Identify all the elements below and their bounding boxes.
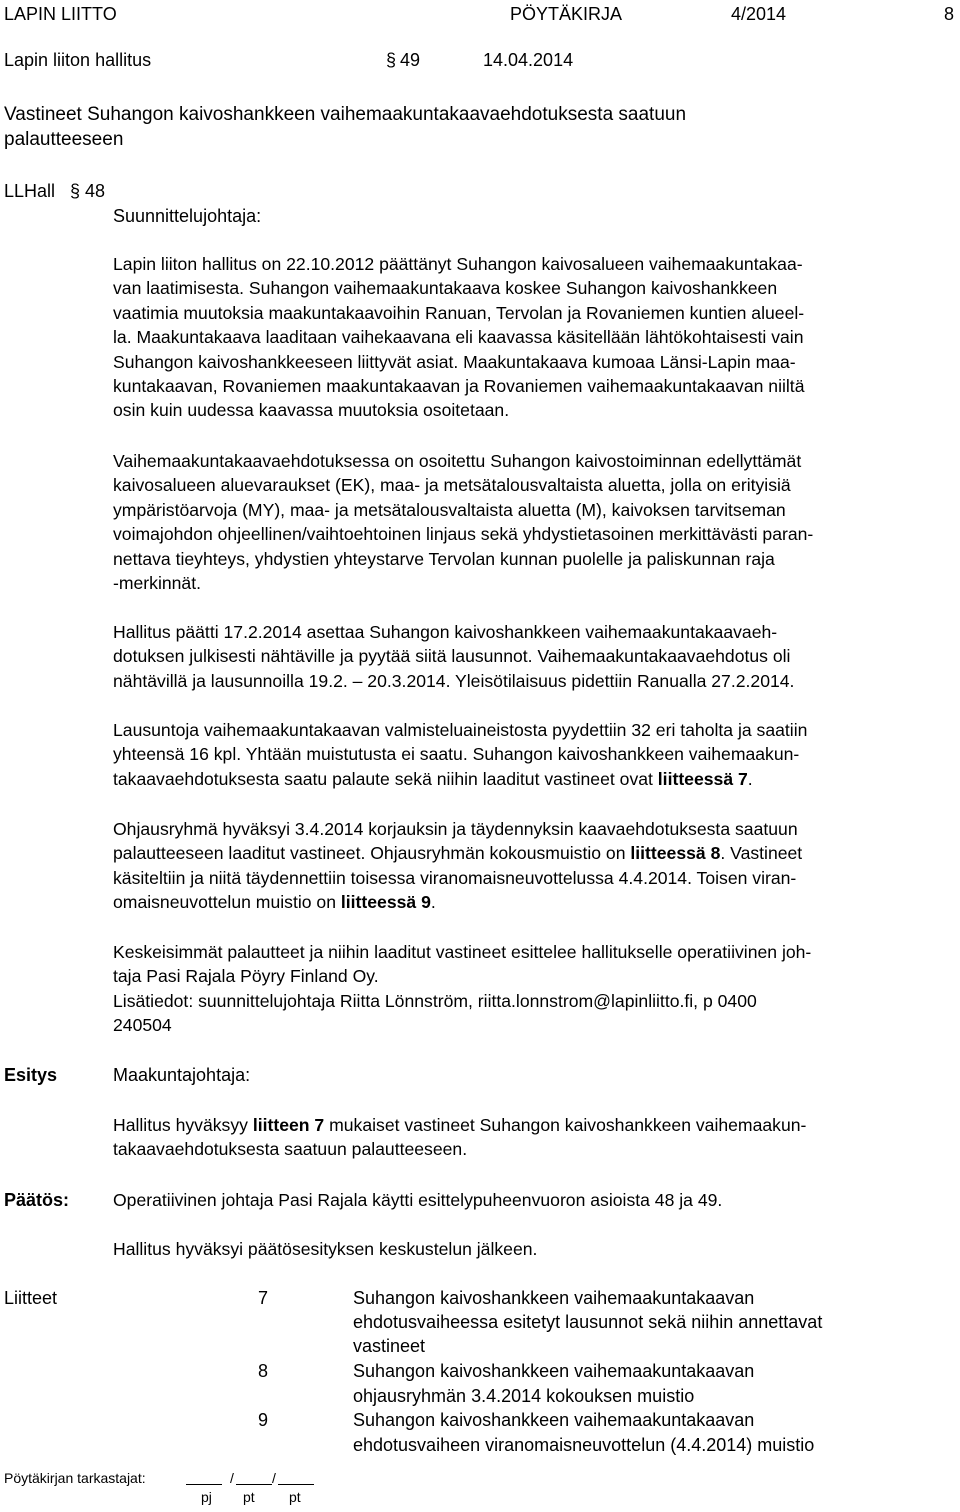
text-line: ympäristöarvoja (MY), maa- ja metsätalousvaltaista aluetta (M), kaivoksen tarvitseman	[113, 499, 786, 520]
footer-separator: /	[230, 1470, 234, 1486]
text-line: taja Pasi Rajala Pöyry Finland Oy.	[113, 966, 379, 987]
attachment-title-line: ohjausryhmän 3.4.2014 kokouksen muistio	[353, 1386, 695, 1406]
text-line: 240504	[113, 1015, 172, 1036]
text-line: dotuksen julkisesti nähtäville ja pyytää siitä lausunnot. Vaihemaakuntakaavaehdotus oli	[113, 646, 791, 667]
section-symbol-icon: §	[386, 50, 397, 70]
attachment-number: 7	[258, 1288, 269, 1308]
body-name: Lapin liiton hallitus	[4, 50, 152, 70]
attachment-ref: liitteessä 8	[630, 843, 721, 864]
org-name: LAPIN LIITTO	[4, 4, 117, 24]
signature-line	[236, 1484, 272, 1485]
attachment-title-line: Suhangon kaivoshankkeen vaihemaakuntakaavan	[353, 1410, 755, 1430]
signature-line	[186, 1484, 222, 1485]
text-line: van laatimisesta. Suhangon vaihemaakuntakaava koskee Suhangon kaivoshankkeen	[113, 278, 778, 299]
text-line: takaavaehdotuksesta saatu palaute sekä niihin laaditut vastineet ovat liitteessä 7.	[113, 768, 753, 789]
text-line: Lausuntoja vaihemaakuntakaavan valmisteluaineistosta pyydettiin 32 eri taholta ja saatiin	[113, 720, 808, 740]
text-line: omaisneuvottelun muistio on liitteessä 9.	[113, 892, 436, 913]
footer-label: Pöytäkirjan tarkastajat:	[4, 1470, 146, 1486]
text-line: kuntakaavan, Rovaniemen maakuntakaavan ja Rovaniemen vaihemaakuntakaavan niiltä	[113, 376, 805, 397]
paragraph-plan-content	[113, 449, 958, 595]
decision-line: Hallitus hyväksyi päätösesityksen keskustelun jälkeen.	[113, 1239, 538, 1259]
paragraph-presentation	[113, 940, 958, 1038]
text-line: Hallitus hyväksyy liitteen 7 mukaiset vastineet Suhangon kaivoshankkeen vaihemaakun-	[113, 1115, 807, 1135]
text-line: Lapin liiton hallitus on 22.10.2012 päättänyt Suhangon kaivosalueen vaihemaakuntakaa-	[113, 254, 803, 274]
paragraph-public-display	[113, 620, 958, 693]
footer-initials: pt	[289, 1489, 301, 1505]
ref-number: 48	[85, 181, 106, 201]
attachments-label: Liitteet	[4, 1288, 58, 1308]
doc-number: 4/2014	[731, 4, 787, 24]
text-line: palautteeseen laaditut vastineet. Ohjausryhmän kokousmuistio on liitteessä 8. Vastineet	[113, 843, 803, 864]
paragraph-statements	[113, 718, 958, 791]
text-line: osin kuin uudessa kaavassa muutoksia osoitetaan.	[113, 400, 510, 421]
text-line: Hallitus päätti 17.2.2014 asettaa Suhangon kaivoshankkeen vaihemaakuntakaavaeh-	[113, 622, 778, 642]
text-line: voimajohdon ohjeellinen/vaihtoehtoinen linjaus sekä yhdystietasoinen merkittävästi paran-	[113, 524, 814, 545]
ref-prefix: LLHall	[4, 181, 56, 201]
footer-initials: pt	[243, 1489, 255, 1505]
proposal-label: Esitys	[4, 1065, 58, 1085]
attachment-title-line: ehdotusvaiheessa esitetyt lausunnot sekä niihin annettavat	[353, 1312, 823, 1332]
decision-label: Päätös:	[4, 1190, 70, 1210]
text-line: Keskeisimmät palautteet ja niihin laaditut vastineet esittelee hallitukselle operatiivinen joh-	[113, 942, 812, 962]
text-line: kaivosalueen aluevaraukset (EK), maa- ja metsätalousvaltaista aluetta, jolla on erityisiä	[113, 475, 791, 496]
page-title-line1: Vastineet Suhangon kaivoshankkeen vaihemaakuntakaavaehdotuksesta saatuun	[4, 104, 687, 125]
page-number: 8	[944, 4, 955, 24]
text-line: Suhangon kaivoshankkeeseen liittyvät asiat. Maakuntakaava kumoaa Länsi-Lapin maa-	[113, 351, 796, 372]
footer-separator: /	[272, 1470, 276, 1486]
signature-line	[278, 1484, 314, 1485]
text-line: yhteensä 16 kpl. Yhtään muistutusta ei saatu. Suhangon kaivoshankkeen vaihemaakun-	[113, 744, 800, 765]
proposal-presenter: Maakuntajohtaja:	[113, 1065, 251, 1085]
attachment-title-line: Suhangon kaivoshankkeen vaihemaakuntakaavan	[353, 1361, 755, 1381]
attachment-ref: liitteen 7	[252, 1115, 325, 1135]
doc-type: PÖYTÄKIRJA	[510, 4, 623, 24]
attachment-title-line: ehdotusvaiheen viranomaisneuvottelun (4.4.2014) muistio	[353, 1435, 815, 1455]
section-symbol-icon: §	[70, 181, 81, 201]
proposal-text	[113, 1113, 958, 1162]
attachment-ref: liitteessä 9	[340, 892, 431, 913]
text-line: nähtävillä ja lausunnoilla 19.2. – 20.3.2014. Yleisötilaisuus pidettiin Ranualla 27.2.2014.	[113, 670, 795, 691]
presenter-label: Suunnittelujohtaja:	[113, 206, 262, 226]
attachment-number: 9	[258, 1410, 269, 1430]
meeting-date: 14.04.2014	[483, 50, 574, 70]
text-line: vaatimia muutoksia maakuntakaavoihin Ranuan, Tervolan ja Rovaniemen kuntien alueel-	[113, 302, 805, 323]
decision-line: Operatiivinen johtaja Pasi Rajala käytti esittelypuheenvuoron asioista 48 ja 49.	[113, 1190, 723, 1210]
text-line: Lisätiedot: suunnittelujohtaja Riitta Lönnström, riitta.lonnstrom@lapinliitto.fi, p 0400	[113, 990, 757, 1011]
text-line: -merkinnät.	[113, 573, 201, 594]
footer-initials: pj	[201, 1489, 212, 1505]
text-line: käsiteltiin ja niitä täydennettiin toisessa viranomaisneuvottelussa 4.4.2014. Toisen viran-	[113, 867, 797, 888]
text-line: nettava tieyhteys, yhdystien yhteystarve Tervolan kunnan puolelle ja paliskunnan raja	[113, 548, 775, 569]
attachment-number: 8	[258, 1361, 269, 1381]
attachment-title-line: Suhangon kaivoshankkeen vaihemaakuntakaavan	[353, 1288, 755, 1308]
page-title-line2: palautteeseen	[4, 129, 124, 150]
section-number: 49	[400, 50, 421, 70]
text-line: la. Maakuntakaava laaditaan vaihekaavana eli kaavassa käsitellään lähtökohtaisesti vain	[113, 327, 804, 348]
text-line: takaavaehdotuksesta saatuun palautteeseen.	[113, 1139, 468, 1160]
paragraph-steering-group	[113, 817, 958, 915]
attachment-ref: liitteessä 7	[657, 768, 748, 789]
text-line: Ohjausryhmä hyväksyi 3.4.2014 korjauksin ja täydennyksin kaavaehdotuksesta saatuun	[113, 819, 798, 839]
paragraph-background	[113, 252, 958, 423]
text-line: Vaihemaakuntakaavaehdotuksessa on osoitettu Suhangon kaivostoiminnan edellyttämät	[113, 451, 802, 471]
attachment-title-line: vastineet	[353, 1336, 426, 1356]
